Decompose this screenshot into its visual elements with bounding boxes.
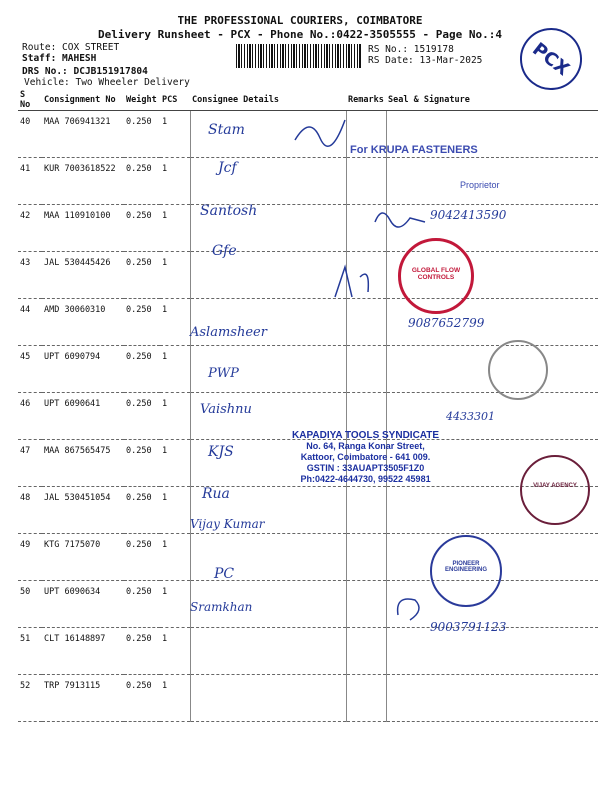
handwriting-phone-52: 9003791123 — [430, 620, 507, 634]
rs-number: RS No.: 1519178 — [368, 44, 454, 55]
handwriting-consignee-51: PC — [214, 566, 235, 582]
handwriting-consignee-49: Rua — [202, 486, 230, 502]
cell-consignment: TRP 7913115 — [42, 675, 124, 722]
cell-sno: 50 — [18, 581, 42, 628]
handwriting-consignee-52: Sramkhan — [190, 600, 253, 614]
kapadiya-addr1: No. 64, Ranga Konar Street, — [306, 441, 425, 451]
signature-row-52 — [390, 590, 440, 630]
cell-pcs: 1 — [160, 534, 190, 581]
handwriting-consignee-41: Jcf — [218, 160, 237, 176]
handwriting-consignee-46: PWP — [208, 366, 239, 381]
cell-consignment: KUR 7003618522 — [42, 158, 124, 205]
cell-sno: 46 — [18, 393, 42, 440]
cell-remarks — [346, 299, 386, 346]
cell-sno: 49 — [18, 534, 42, 581]
cell-seal — [386, 628, 598, 675]
cell-sno: 43 — [18, 252, 42, 299]
pioneer-seal — [430, 535, 502, 607]
kapadiya-gstin: GSTIN : 33AUAPT3505F1Z0 — [306, 463, 425, 473]
cell-pcs: 1 — [160, 487, 190, 534]
table-row — [18, 581, 598, 628]
col-consignee: Consignee Details — [190, 90, 346, 111]
cell-weight: 0.250 — [124, 346, 160, 393]
table-row — [18, 487, 598, 534]
cell-pcs: 1 — [160, 346, 190, 393]
krupa-stamp: For KRUPA FASTENERS — [350, 144, 478, 156]
cell-pcs: 1 — [160, 393, 190, 440]
runsheet-table — [18, 90, 598, 722]
company-title: THE PROFESSIONAL COURIERS, COIMBATORE — [177, 14, 423, 27]
cell-sno: 52 — [18, 675, 42, 722]
drs-value: DCJB151917804 — [73, 66, 148, 77]
cell-consignment: AMD 30060310 — [42, 299, 124, 346]
handwriting-consignee-45: Aslamsheer — [190, 325, 267, 340]
cell-consignment: CLT 16148897 — [42, 628, 124, 675]
cell-remarks — [346, 158, 386, 205]
cell-pcs: 1 — [160, 299, 190, 346]
kapadiya-phone: Ph:0422-4644730, 99522 45981 — [300, 474, 431, 484]
drs-label: DRS No.: — [22, 66, 68, 77]
cell-consignment: UPT 6090634 — [42, 581, 124, 628]
table-row — [18, 252, 598, 299]
table-row — [18, 299, 598, 346]
col-sno: S No — [18, 90, 42, 111]
vijay-agency-text: VIJAY AGENCY — [533, 483, 577, 489]
cell-sno: 40 — [18, 111, 42, 158]
cell-sno: 42 — [18, 205, 42, 252]
handwriting-phone-42: 9042413590 — [430, 208, 507, 222]
pcx-stamp: PCX — [507, 15, 594, 102]
cell-consignment: MAA 110910100 — [42, 205, 124, 252]
vijay-agency-seal — [520, 455, 590, 525]
cell-weight: 0.250 — [124, 205, 160, 252]
pioneer-text: PIONEER ENGINEERING — [444, 561, 487, 573]
cell-pcs: 1 — [160, 252, 190, 299]
cell-pcs: 1 — [160, 111, 190, 158]
cell-remarks — [346, 534, 386, 581]
cell-remarks — [346, 675, 386, 722]
cell-seal — [386, 675, 598, 722]
cell-sno: 44 — [18, 299, 42, 346]
handwriting-consignee-48: KJS — [208, 444, 234, 460]
table-header-row — [18, 90, 598, 111]
staff: Staff: MAHESH — [22, 53, 97, 64]
cell-weight: 0.250 — [124, 440, 160, 487]
cell-remarks — [346, 628, 386, 675]
cell-sno: 41 — [18, 158, 42, 205]
cell-weight: 0.250 — [124, 252, 160, 299]
barcode — [236, 44, 362, 68]
cell-consignee — [190, 675, 346, 722]
route: Route: COX STREET — [22, 42, 120, 53]
cell-consignee — [190, 628, 346, 675]
cell-weight: 0.250 — [124, 487, 160, 534]
rs-date: RS Date: 13-Mar-2025 — [368, 55, 483, 66]
runsheet-title: Delivery Runsheet - PCX - Phone No.:0422-3505555 - Page No.:4 — [98, 28, 502, 41]
cell-sno: 48 — [18, 487, 42, 534]
cell-sno: 51 — [18, 628, 42, 675]
handwriting-consignee-47: Vaishnu — [200, 402, 252, 417]
col-seal: Seal & Signature — [386, 90, 598, 111]
cell-sno: 47 — [18, 440, 42, 487]
cell-weight: 0.250 — [124, 299, 160, 346]
krupa-proprietor: Proprietor — [460, 180, 500, 190]
signature-row-40 — [290, 110, 350, 150]
cell-weight: 0.250 — [124, 111, 160, 158]
cell-consignee — [190, 158, 346, 205]
handwriting-consignee-50: Vijay Kumar — [190, 517, 265, 531]
col-remarks: Remarks — [346, 90, 386, 111]
table-row — [18, 158, 598, 205]
kapadiya-addr2: Kattoor, Coimbatore - 641 009. — [300, 452, 431, 462]
cell-pcs: 1 — [160, 205, 190, 252]
col-consignment: Consignment No — [42, 90, 124, 111]
cell-pcs: 1 — [160, 675, 190, 722]
cell-remarks — [346, 487, 386, 534]
handwriting-consignee-42: Santosh — [200, 203, 258, 219]
cell-weight: 0.250 — [124, 581, 160, 628]
cell-weight: 0.250 — [124, 628, 160, 675]
cell-consignment: UPT 6090794 — [42, 346, 124, 393]
col-weight: Weight — [124, 90, 160, 111]
signature-row-42 — [370, 200, 430, 230]
drs-number — [22, 66, 148, 77]
vehicle: Vehicle: Two Wheeler Delivery — [24, 77, 190, 88]
global-flow-text: GLOBAL FLOW CONTROLS — [411, 267, 461, 281]
table-row — [18, 205, 598, 252]
cell-consignment: MAA 867565475 — [42, 440, 124, 487]
kapadiya-name: KAPADIYA TOOLS SYNDICATE — [292, 430, 440, 441]
cell-weight: 0.250 — [124, 158, 160, 205]
cell-consignment: JAL 530445426 — [42, 252, 124, 299]
cell-consignment: UPT 6090641 — [42, 393, 124, 440]
table-row — [18, 675, 598, 722]
cell-consignment: JAL 530451054 — [42, 487, 124, 534]
cell-pcs: 1 — [160, 581, 190, 628]
cell-remarks — [346, 581, 386, 628]
gray-seal — [488, 340, 548, 400]
cell-remarks — [346, 346, 386, 393]
handwriting-phone-45: 9087652799 — [408, 316, 485, 330]
col-pcs: PCS — [160, 90, 190, 111]
handwriting-consignee-40: Stam — [208, 122, 245, 138]
table-row — [18, 534, 598, 581]
cell-weight: 0.250 — [124, 393, 160, 440]
cell-consignment: KTG 7175070 — [42, 534, 124, 581]
cell-consignment: MAA 706941321 — [42, 111, 124, 158]
handwriting-consignee-43: Gfe — [212, 243, 237, 259]
cell-pcs: 1 — [160, 158, 190, 205]
kapadiya-stamp — [292, 430, 439, 485]
global-flow-seal — [398, 238, 474, 314]
cell-pcs: 1 — [160, 628, 190, 675]
handwriting-phone-47: 4433301 — [446, 410, 495, 423]
cell-weight: 0.250 — [124, 534, 160, 581]
cell-pcs: 1 — [160, 440, 190, 487]
table-row — [18, 628, 598, 675]
cell-weight: 0.250 — [124, 675, 160, 722]
cell-sno: 45 — [18, 346, 42, 393]
